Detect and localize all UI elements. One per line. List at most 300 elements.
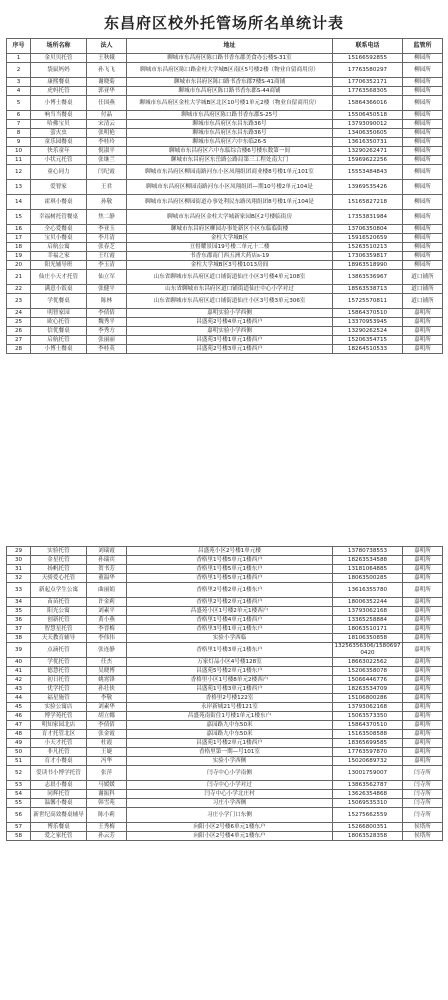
cell-supervisor: 柳园所: [403, 111, 443, 120]
cell-address: 嘉园路九中东50米: [127, 721, 333, 730]
cell-address: 习庄小学门口东侧: [127, 808, 333, 823]
cell-supervisor: 柳园所: [403, 138, 443, 147]
table-row: [7, 336, 443, 345]
cell-supervisor: 嘉明所: [403, 658, 443, 667]
table-row: [7, 63, 443, 78]
cell-rep: 马媛媛: [87, 781, 127, 790]
cell-phone: 15553484843: [333, 165, 403, 180]
cell-phone: 18063510171: [333, 625, 403, 634]
cell-no: 36: [7, 616, 31, 625]
cell-no: 35: [7, 607, 31, 616]
cell-no: 8: [7, 129, 31, 138]
cell-address: 金柱大学城B区3号楼1013房间: [127, 261, 333, 270]
cell-rep: 刘素华: [87, 703, 127, 712]
table-body-part1: [7, 54, 443, 354]
cell-phone: 13863562787: [333, 781, 403, 790]
cell-address: 香格里第一期—号101室: [127, 748, 333, 757]
cell-name: 学优托管: [31, 658, 87, 667]
table-row: [7, 309, 443, 318]
cell-supervisor: 侯塔所: [403, 823, 443, 832]
table-row: [7, 78, 443, 87]
table-row: [7, 180, 443, 195]
cell-rep: 孙飞飞: [87, 63, 127, 78]
cell-phone: 13969535426: [333, 180, 403, 195]
cell-supervisor: 嘉明所: [403, 583, 443, 598]
cell-rep: 陈林: [87, 294, 127, 309]
cell-address: 向阳小区2号楼4单元1楼东户: [127, 832, 333, 841]
cell-supervisor: 嘉明所: [403, 565, 443, 574]
cell-address: 香格里2号楼2单元1楼西户: [127, 598, 333, 607]
cell-supervisor: 嘉明所: [403, 643, 443, 658]
cell-supervisor: 嘉明所: [403, 703, 443, 712]
table-row: [7, 643, 443, 658]
cell-no: 10: [7, 147, 31, 156]
cell-supervisor: 柳园所: [403, 225, 443, 234]
cell-phone: 18263534588: [333, 556, 403, 565]
cell-rep: 闫纪霞: [87, 165, 127, 180]
cell-rep: 董温华: [87, 574, 127, 583]
cell-address: 闫寺中心小学南侧: [127, 766, 333, 781]
cell-supervisor: 道口铺所: [403, 285, 443, 294]
table-row: [7, 757, 443, 766]
cell-no: 46: [7, 712, 31, 721]
table-row: [7, 703, 443, 712]
cell-supervisor: 嘉明所: [403, 607, 443, 616]
cell-no: 15: [7, 210, 31, 225]
table-row: [7, 625, 443, 634]
cell-no: 17: [7, 234, 31, 243]
table-row: [7, 685, 443, 694]
cell-address: 聊城市东昌府区六中东临26-5: [127, 138, 333, 147]
cell-address: 聊城市东昌府区东昌东路36号: [127, 129, 333, 138]
cell-supervisor: 柳园所: [403, 210, 443, 225]
cell-rep: 孙敬: [87, 195, 127, 210]
cell-supervisor: 柳园所: [403, 261, 443, 270]
cell-name: 同辉托管: [31, 790, 87, 799]
cell-supervisor: 柳园所: [403, 129, 443, 138]
table-row: [7, 234, 443, 243]
cell-phone: 13290262471: [333, 147, 403, 156]
cell-no: 39: [7, 643, 31, 658]
cell-rep: 姚霄锋: [87, 676, 127, 685]
cell-supervisor: 嘉明所: [403, 739, 443, 748]
cell-no: 54: [7, 790, 31, 799]
cell-supervisor: 道口铺所: [403, 270, 443, 285]
table-row: [7, 270, 443, 285]
cell-name: 福星施管: [31, 694, 87, 703]
cell-address: 昌盛苑5号楼2单元1楼东户: [127, 667, 333, 676]
header-no: 序号: [7, 39, 31, 54]
cell-name: 金星托管: [31, 556, 87, 565]
cell-address: 香格里1号楼4单元1楼西户: [127, 616, 333, 625]
cell-name: 哈佛宝贝: [31, 120, 87, 129]
cell-no: 5: [7, 96, 31, 111]
cell-phone: 18264510533: [333, 345, 403, 354]
cell-name: 创新托管: [31, 616, 87, 625]
cell-supervisor: 嘉明所: [403, 318, 443, 327]
table-row: [7, 138, 443, 147]
table-row: [7, 790, 443, 799]
cell-supervisor: 闫寺所: [403, 808, 443, 823]
cell-phone: 15916520659: [333, 234, 403, 243]
cell-rep: 冯华: [87, 757, 127, 766]
cell-phone: 17306359817: [333, 252, 403, 261]
cell-rep: 王秋娥: [87, 54, 127, 63]
table-header-row: [7, 39, 443, 54]
cell-rep: 李秀方: [87, 327, 127, 336]
table-row: [7, 556, 443, 565]
cell-name: 初日托管: [31, 676, 87, 685]
cell-rep: 李玉清: [87, 261, 127, 270]
cell-no: 47: [7, 721, 31, 730]
table-row: [7, 748, 443, 757]
cell-supervisor: 柳园所: [403, 63, 443, 78]
cell-supervisor: 嘉明所: [403, 625, 443, 634]
cell-name: 阳光公寓: [31, 607, 87, 616]
cell-phone: 18963518990: [333, 261, 403, 270]
cell-supervisor: 嘉明所: [403, 676, 443, 685]
table-row: [7, 195, 443, 210]
cell-no: 4: [7, 87, 31, 96]
cell-phone: 15165827218: [333, 195, 403, 210]
cell-rep: 张萍: [87, 766, 127, 781]
cell-no: 21: [7, 270, 31, 285]
cell-address: 聊城市东昌府区陈口路金柱大学城B区南区5号楼2楼（物业自留商用房）: [127, 63, 333, 78]
cell-supervisor: 嘉明所: [403, 327, 443, 336]
cell-rep: 魏秀平: [87, 318, 127, 327]
cell-address: 聊城市东昌府区陈口路书香东郡7楼S-41商铺: [127, 78, 333, 87]
table-row: [7, 676, 443, 685]
cell-name: 信优餐桌: [31, 327, 87, 336]
cell-rep: 李敬: [87, 694, 127, 703]
cell-name: 全心爱餐桌: [31, 225, 87, 234]
table-row: [7, 54, 443, 63]
cell-address: 亘督耀景园19号楼二单元十二楼: [127, 243, 333, 252]
cell-phone: 15725570811: [333, 294, 403, 309]
cell-address: 昌盛苑南街住1号楼1单元1楼东户: [127, 712, 333, 721]
table-row: [7, 345, 443, 354]
cell-supervisor: 嘉明所: [403, 685, 443, 694]
cell-supervisor: 闫寺所: [403, 790, 443, 799]
cell-supervisor: 柳园所: [403, 87, 443, 96]
cell-supervisor: 嘉明所: [403, 721, 443, 730]
cell-phone: 18106350858: [333, 634, 403, 643]
cell-name: 虎妈托管: [31, 87, 87, 96]
cell-name: 志晨小餐桌: [31, 781, 87, 790]
cell-name: 实验托管: [31, 547, 87, 556]
cell-supervisor: 嘉明所: [403, 634, 443, 643]
cell-phone: 13793062168: [333, 703, 403, 712]
cell-name: 满意小饭桌: [31, 285, 87, 294]
cell-rep: 郭亚华: [87, 87, 127, 96]
cell-no: 34: [7, 598, 31, 607]
cell-supervisor: 嘉明所: [403, 730, 443, 739]
cell-address: 实验小学西临: [127, 634, 333, 643]
table-row: [7, 252, 443, 261]
cell-name: 苗苗托管: [31, 598, 87, 607]
cell-address: 香格里小区1号楼8单元2楼西户: [127, 676, 333, 685]
cell-phone: 13863536967: [333, 270, 403, 285]
cell-name: 仙庄小天才托管: [31, 270, 87, 285]
table-row: [7, 781, 443, 790]
cell-name: 天骄爱心托管: [31, 574, 87, 583]
table-row: [7, 616, 443, 625]
cell-supervisor: 侯塔所: [403, 832, 443, 841]
cell-phone: 13793062168: [333, 607, 403, 616]
cell-phone: 15206354715: [333, 336, 403, 345]
cell-supervisor: 道口铺所: [403, 294, 443, 309]
table-row: [7, 634, 443, 643]
cell-rep: 李伟伟: [87, 634, 127, 643]
cell-address: 聊城市东昌府区东昌东路36号: [127, 120, 333, 129]
cell-name: 明知家园北店: [31, 721, 87, 730]
cell-phone: 13256356306/15806970420: [333, 643, 403, 658]
cell-rep: 张春芝: [87, 243, 127, 252]
cell-rep: 李倩倩: [87, 721, 127, 730]
cell-phone: 15864370510: [333, 309, 403, 318]
cell-no: 18: [7, 243, 31, 252]
cell-phone: 18365699585: [333, 739, 403, 748]
cell-phone: 15506450518: [333, 111, 403, 120]
cell-name: 育才小餐桌: [31, 757, 87, 766]
cell-no: 56: [7, 808, 31, 823]
table-row: [7, 96, 443, 111]
cell-phone: 13706350804: [333, 225, 403, 234]
cell-rep: 刘瑞霞: [87, 547, 127, 556]
cell-phone: 15969622256: [333, 156, 403, 165]
cell-rep: 付晶: [87, 111, 127, 120]
cell-rep: 李桂英: [87, 345, 127, 354]
cell-name: 康熙餐桌: [31, 78, 87, 87]
cell-phone: 18663022562: [333, 658, 403, 667]
registry-table-part2: [6, 546, 443, 841]
cell-phone: 18063500285: [333, 574, 403, 583]
cell-name: 新世纪高效餐桌辅导: [31, 808, 87, 823]
table-row: [7, 165, 443, 180]
cell-rep: 焦二静: [87, 210, 127, 225]
cell-supervisor: 嘉明所: [403, 598, 443, 607]
cell-address: 昌盛苑1号楼3单元1楼西户: [127, 685, 333, 694]
cell-rep: 王君: [87, 180, 127, 195]
cell-name: 博乐餐桌: [31, 823, 87, 832]
cell-address: 香格里1号楼5单元1楼西户: [127, 556, 333, 565]
cell-phone: 13626354868: [333, 790, 403, 799]
cell-address: 嘉园路九中东50米: [127, 730, 333, 739]
cell-phone: 13290262524: [333, 327, 403, 336]
cell-phone: 13793090012: [333, 120, 403, 129]
cell-address: 昌盛苑3号楼1单元1楼西户: [127, 336, 333, 345]
table-row: [7, 547, 443, 556]
cell-name: 德慧托管: [31, 667, 87, 676]
cell-rep: 宋清云: [87, 120, 127, 129]
cell-phone: 13616355780: [333, 583, 403, 598]
cell-phone: 13616350731: [333, 138, 403, 147]
cell-address: 永岸新城21号楼121室: [127, 703, 333, 712]
cell-phone: 15163508588: [333, 730, 403, 739]
cell-name: 启航公寓: [31, 243, 87, 252]
cell-no: 25: [7, 318, 31, 327]
cell-address: 香格里1号楼3单元1楼东户: [127, 643, 333, 658]
cell-address: 聊城市东昌府区陈口路书香东郡美食办公楼S-31室: [127, 54, 333, 63]
cell-rep: 黄小燕: [87, 616, 127, 625]
cell-address: 昌盛苑小区2号楼1单元楼: [127, 547, 333, 556]
cell-address: 聊城市东昌府区金柱大学城B区北区10号楼1单元2楼（物业自留商用房）: [127, 96, 333, 111]
cell-phone: 15063573350: [333, 712, 403, 721]
cell-phone: 17763597870: [333, 748, 403, 757]
cell-no: 22: [7, 285, 31, 294]
cell-no: 13: [7, 180, 31, 195]
table-row: [7, 87, 443, 96]
cell-name: 温馨小餐桌: [31, 799, 87, 808]
table-row: [7, 120, 443, 129]
cell-no: 40: [7, 658, 31, 667]
cell-no: 12: [7, 165, 31, 180]
cell-phone: 17763580297: [333, 63, 403, 78]
cell-phone: 15106800286: [333, 694, 403, 703]
cell-phone: 18063528358: [333, 832, 403, 841]
cell-supervisor: 嘉明所: [403, 309, 443, 318]
table-row: [7, 658, 443, 667]
cell-phone: 15266800351: [333, 823, 403, 832]
cell-name: 宝贝小餐桌: [31, 234, 87, 243]
table-row: [7, 327, 443, 336]
cell-name: 实验公寓店: [31, 703, 87, 712]
cell-rep: 李月清: [87, 234, 127, 243]
cell-rep: 胡立娜: [87, 712, 127, 721]
cell-name: 欧心托管: [31, 318, 87, 327]
cell-name: 明智家园: [31, 309, 87, 318]
cell-no: 31: [7, 565, 31, 574]
registry-table-part1: [6, 38, 443, 354]
cell-no: 33: [7, 583, 31, 598]
table-row: [7, 156, 443, 165]
cell-rep: 许金莉: [87, 598, 127, 607]
cell-no: 19: [7, 252, 31, 261]
cell-address: 实验小学西侧: [127, 757, 333, 766]
cell-address: 香格里1号楼5单元1楼西户: [127, 574, 333, 583]
cell-address: 聊城市东昌府区东岳路公路局第三工程处南大门: [127, 156, 333, 165]
cell-address: 书香东郡南门西五洲大药店s-19: [127, 252, 333, 261]
cell-supervisor: 闫寺所: [403, 766, 443, 781]
cell-no: 16: [7, 225, 31, 234]
cell-rep: 孙云芳: [87, 832, 127, 841]
cell-name: 小博士餐桌: [31, 345, 87, 354]
table-row: [7, 285, 443, 294]
cell-phone: 13406350605: [333, 129, 403, 138]
cell-supervisor: 柳园所: [403, 234, 443, 243]
cell-rep: 张金霞: [87, 730, 127, 739]
cell-no: 2: [7, 63, 31, 78]
cell-address: 闫寺中心小学北庄村: [127, 790, 333, 799]
cell-name: 霍琪小餐桌: [31, 195, 87, 210]
cell-name: 非凡托管: [31, 748, 87, 757]
cell-address: 聊城市东昌府区陈口路书香东郡S-44商铺: [127, 87, 333, 96]
table-row: [7, 667, 443, 676]
table-row: [7, 583, 443, 598]
cell-no: 3: [7, 78, 31, 87]
cell-address: 昌盛苑2号楼3单元1楼西户: [127, 345, 333, 354]
cell-rep: 任国燕: [87, 96, 127, 111]
cell-no: 14: [7, 195, 31, 210]
cell-rep: 孙瑞宾: [87, 556, 127, 565]
cell-phone: 13181064885: [333, 565, 403, 574]
cell-rep: 李倩倩: [87, 309, 127, 318]
cell-no: 11: [7, 156, 31, 165]
cell-no: 57: [7, 823, 31, 832]
cell-supervisor: 柳园所: [403, 78, 443, 87]
cell-supervisor: 嘉明所: [403, 574, 443, 583]
cell-no: 51: [7, 757, 31, 766]
cell-rep: 张明艳: [87, 129, 127, 138]
cell-supervisor: 柳园所: [403, 147, 443, 156]
cell-no: 9: [7, 138, 31, 147]
cell-address: 嘉明实验小学西侧: [127, 327, 333, 336]
cell-name: 幸福树托管餐桌: [31, 210, 87, 225]
cell-name: 爱之家托管: [31, 832, 87, 841]
cell-name: 快乐童年: [31, 147, 87, 156]
cell-rep: 王秀梅: [87, 823, 127, 832]
cell-no: 37: [7, 625, 31, 634]
cell-name: 幸福之家: [31, 252, 87, 261]
cell-name: 天天教育辅导: [31, 634, 87, 643]
table-row: [7, 823, 443, 832]
cell-phone: 15263510213: [333, 243, 403, 252]
cell-rep: 王婕: [87, 748, 127, 757]
cell-name: 萤火虫: [31, 129, 87, 138]
cell-rep: 孙壮侠: [87, 685, 127, 694]
cell-supervisor: 嘉明所: [403, 712, 443, 721]
header-address: 地址: [127, 39, 333, 54]
cell-supervisor: 闫寺所: [403, 799, 443, 808]
cell-address: 聊城市东昌府区柳园南路河东小区凤翔组团—期10号楼2单元104是: [127, 180, 333, 195]
cell-address: 金柱大学城B区: [127, 234, 333, 243]
cell-phone: 18563538713: [333, 285, 403, 294]
cell-rep: 韩雪苑: [87, 799, 127, 808]
cell-phone: 15066446776: [333, 676, 403, 685]
cell-no: 29: [7, 547, 31, 556]
cell-rep: 倪淑平: [87, 147, 127, 156]
cell-no: 41: [7, 667, 31, 676]
cell-supervisor: 嘉明所: [403, 616, 443, 625]
cell-name: 爱智家: [31, 180, 87, 195]
cell-supervisor: 柳园所: [403, 156, 443, 165]
cell-rep: 任杰: [87, 658, 127, 667]
cell-address: 香格里1号楼5单元1楼东户: [127, 565, 333, 574]
cell-rep: 张连静: [87, 643, 127, 658]
cell-name: 优学托管: [31, 685, 87, 694]
cell-supervisor: 嘉明所: [403, 667, 443, 676]
cell-phone: 17763568305: [333, 87, 403, 96]
cell-name: 扬帆托管: [31, 565, 87, 574]
cell-name: 点滴托管: [31, 643, 87, 658]
cell-phone: 17706352171: [333, 78, 403, 87]
cell-address: 昌盛苑1号楼2单元1楼西户: [127, 739, 333, 748]
cell-no: 45: [7, 703, 31, 712]
cell-name: 博学苑托管: [31, 712, 87, 721]
cell-supervisor: 嘉明所: [403, 547, 443, 556]
cell-supervisor: 嘉明所: [403, 336, 443, 345]
cell-rep: 张丽丽: [87, 336, 127, 345]
cell-address: 香格里2号楼2单元1楼东户: [127, 583, 333, 598]
document-title: 东昌府区校外托管场所名单统计表: [103, 14, 344, 32]
cell-no: 23: [7, 294, 31, 309]
cell-address: 山东省聊城市东昌府区道口铺街道仙庄小区3号楼4单元108室: [127, 270, 333, 285]
cell-phone: 18006352244: [333, 598, 403, 607]
table-row: [7, 294, 443, 309]
cell-supervisor: 柳园所: [403, 120, 443, 129]
cell-supervisor: 嘉明所: [403, 748, 443, 757]
table-row: [7, 318, 443, 327]
